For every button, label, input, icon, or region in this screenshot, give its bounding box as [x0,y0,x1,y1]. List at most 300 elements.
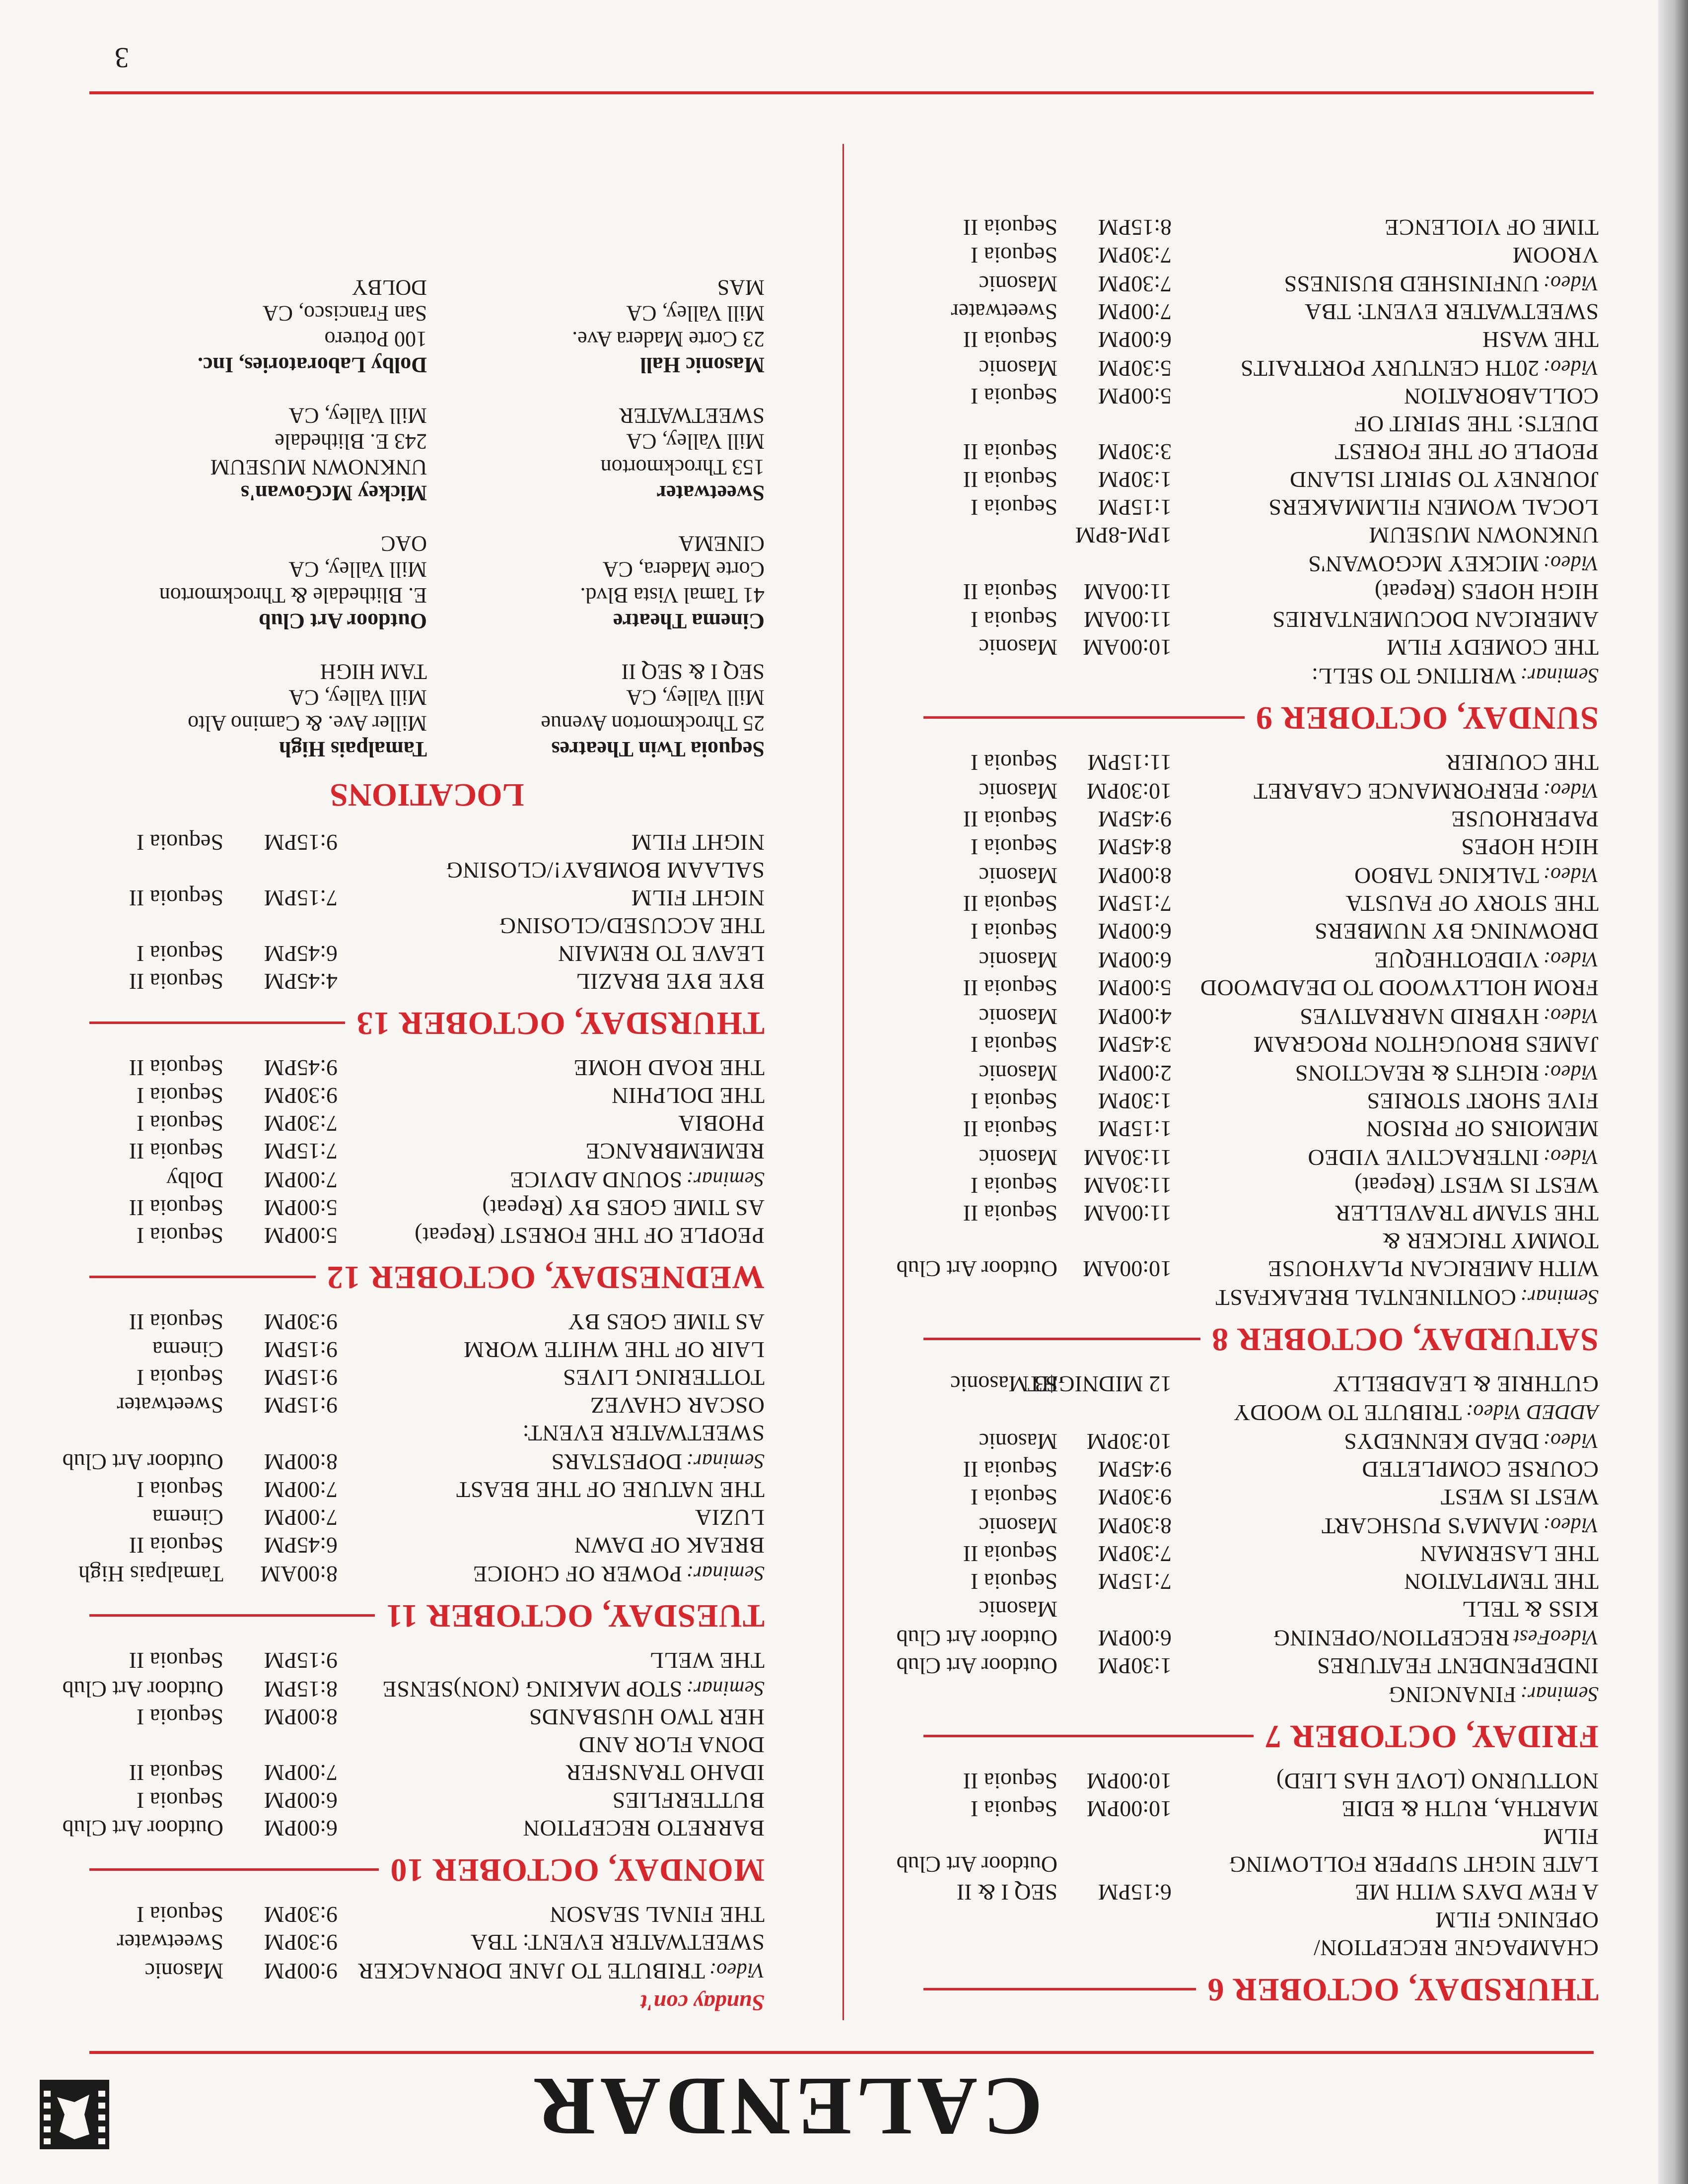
event-title [1172,521,1599,549]
event-title-line: MICKEY McGOWAN'S [1308,551,1540,577]
event-title-line: NIGHT FILM [631,830,765,855]
event-time: 8:00PM [1098,863,1172,888]
event-row [89,1109,765,1137]
event-title [338,1503,765,1531]
event-time: 11:30AM [1083,1173,1172,1198]
event-prefix: Seminar: [686,1677,765,1700]
event-time-empty [1057,410,1172,438]
event-title-line: PEOPLE OF THE FOREST (Repeat) [414,1223,765,1248]
event-title-line: COURSE COMPLETED [1362,1457,1599,1482]
location-line: OAC [381,532,427,556]
event-venue-empty [923,661,1057,690]
event-title-line: DOPESTARS [551,1449,683,1475]
event-title [1172,1283,1599,1311]
event-title-line: HYBRID NARRATIVES [1299,1004,1540,1029]
event-time: 5:00PM [264,1223,338,1248]
event-row [923,1934,1599,1962]
event-title [338,1308,765,1336]
event-venue: Outdoor Art Club [62,1677,223,1702]
event-title-line: TOMMY TRICKER & [1382,1228,1599,1254]
event-time: 5:00PM [1098,384,1172,409]
event-title-line: REMEMBRANCE [585,1139,765,1164]
location-name: Tamalpais High [279,737,427,761]
event-row [62,1447,765,1476]
event-title [1172,1511,1599,1540]
event-venue: Sequoia II [963,1541,1057,1567]
event-title-line: STOP MAKING (NON)SENSE [382,1677,683,1702]
day-title: WEDNESDAY, OCTOBER 12 [326,1259,765,1296]
event-title [1172,1115,1599,1143]
event-row [78,1559,765,1588]
event-title-line: NOTTURNO (LOVE HAS LIED) [1276,1769,1599,1794]
event-title [1172,749,1599,776]
event-prefix: Video: [1543,1004,1599,1027]
event-row-continued [923,1199,1599,1227]
event-row-continued [896,1652,1599,1680]
event-venue: Sequoia I [136,1365,223,1390]
event-venue: Sequoia II [963,1116,1057,1142]
location-entry [427,403,765,506]
event-title-line: CONTINENTAL BREAKFAST [1215,1285,1517,1310]
day-header [89,1004,765,1042]
event-venue: Sequoia I [136,1111,223,1136]
event-title [1172,633,1599,661]
event-venue: Sequoia I [970,495,1057,520]
event-time: 6:00PM [1098,948,1172,973]
event-venue-empty [923,410,1057,438]
event-venue-empty [89,912,223,940]
event-title-line: LUZIA [695,1505,765,1530]
location-entry [89,403,427,506]
event-title [338,940,765,967]
event-time: 8:30PM [1098,1513,1172,1539]
location-name: Sweetwater [656,481,765,505]
event-row-continued [923,1906,1599,1934]
location-line: Miller Ave. & Camino Alto [188,711,427,736]
event-venue: Outdoor Art Club [62,1449,223,1475]
event-title-line: VROOM [1512,243,1599,268]
page-title: CALENDAR [530,2060,1043,2153]
event-venue: Outdoor Art Club [62,1816,223,1841]
event-time: 8:00PM [264,1449,338,1475]
event-title-line: MARTHA, RUTH & EDIE [1341,1796,1599,1822]
event-title [1172,606,1599,633]
event-title [338,1786,765,1814]
event-venue-empty [89,1419,223,1447]
event-row [62,1674,765,1703]
event-title [1172,241,1599,269]
event-row [923,974,1599,1002]
event-title-line: SWEETWATER EVENT: [522,1421,765,1446]
event-title [1172,917,1599,945]
event-time: 9:30PM [264,1309,338,1335]
event-title-line: LAIR OF THE WHITE WORM [463,1337,765,1363]
day-title: THURSDAY, OCTOBER 13 [356,1005,765,1041]
event-row [923,269,1599,298]
location-entry [427,659,765,762]
event-title [1172,889,1599,917]
event-title [1172,382,1599,410]
event-row [923,1427,1599,1455]
event-row [923,1283,1599,1311]
event-venue: Masonic [979,948,1057,973]
event-title [1172,1934,1599,1962]
event-time: 9:15PM [264,830,338,855]
event-title-line: THE WELL [649,1648,765,1673]
event-time-empty [223,856,338,884]
event-row [923,1087,1599,1115]
locations-title: LOCATIONS [330,777,524,813]
event-title [338,1364,765,1391]
event-title-line: VIDEOTHEQUE [1374,948,1540,973]
event-row [89,856,765,884]
event-time: 7:00PM [264,1167,338,1193]
event-venue: Sequoia II [963,327,1057,352]
day-header [923,1717,1599,1755]
event-title-line: MEMOIRS OF PRISON [1366,1116,1599,1142]
event-title-line: LATE NIGHT SUPPER FOLLOWING FILM [1229,1824,1599,1877]
event-title-line: DONA FLOR AND [578,1732,765,1758]
event-prefix: Video: [1543,356,1599,379]
footer-rule [89,91,1594,94]
location-line: MAS [717,275,765,300]
event-title [1172,1455,1599,1483]
event-title-line: THE DOLPHIN [611,1083,765,1108]
event-title [1172,1199,1599,1227]
day-header [89,1597,765,1635]
event-venue: Sequoia II [129,1533,223,1558]
location-entry [89,659,427,762]
day-header [89,1851,765,1889]
location-entry [89,274,427,378]
event-title [1172,353,1599,382]
event-title [338,1222,765,1249]
event-venue: Sequoia I [136,1705,223,1730]
event-title-line: THE COURIER [1445,750,1599,775]
event-title-line: HER TWO HUSBANDS [529,1705,765,1730]
event-row [923,1227,1599,1255]
event-time: 7:30PM [1098,272,1172,297]
event-title-line: BYE BYE BRAZIL [575,969,765,994]
event-venue: Outdoor Art Club [896,1852,1057,1877]
event-row-continued [89,884,765,912]
event-time: 3:45PM [1098,1032,1172,1057]
event-title-line: LOCAL WOMEN FILMMAKERS [1268,495,1599,520]
left-column [896,213,1599,2020]
event-time: 6:00PM [264,1816,338,1841]
event-time: 1:30PM [1098,1653,1172,1679]
event-row-continued [923,382,1599,410]
event-title [1172,493,1599,521]
event-row [923,1680,1599,1708]
location-line: Mill Valley, CA [288,404,427,428]
event-row [923,1455,1599,1483]
event-title-line: AMERICAN DOCUMENTARIES [1272,607,1599,632]
event-row [923,493,1599,521]
event-prefix: Video: [709,1959,765,1981]
event-prefix: Seminar: [686,1449,765,1472]
event-row [923,776,1599,805]
film-festival-logo-icon [40,2080,109,2149]
location-line: SWEETWATER [619,404,765,428]
day-rule [89,1276,316,1279]
event-time: 9:15PM [264,1337,338,1363]
event-venue: $3 Masonic [950,1371,1057,1397]
event-title-line: TIME OF VIOLENCE [1384,215,1599,240]
event-title [1172,1227,1599,1255]
event-title-line: DROWNING BY NUMBERS [1314,919,1599,944]
event-title [1172,410,1599,438]
event-title-line: PEOPLE OF THE FOREST [1335,439,1599,465]
event-time: 1:30PM [1098,467,1172,492]
event-venue: Cinema [152,1505,223,1530]
event-row [923,438,1599,466]
event-title [1172,1002,1599,1030]
event-title-line: WITH AMERICAN PLAYHOUSE [1267,1256,1599,1282]
event-row [923,1030,1599,1058]
page-number: 3 [115,42,129,74]
event-row [896,1823,1599,1878]
event-row [923,241,1599,269]
event-time: 11:00AM [1083,607,1172,632]
event-title [1172,1795,1599,1823]
event-prefix: Video: [1543,948,1599,970]
event-time: 9:15PM [264,1393,338,1418]
event-title [1172,298,1599,326]
event-row [62,1814,765,1842]
event-venue: Sequoia II [963,467,1057,492]
event-title-line: RIGHTS & REACTIONS [1295,1061,1540,1086]
event-title [1172,661,1599,690]
event-title-line: CHAMPAGNE RECEPTION/ [1313,1935,1599,1961]
event-title [338,1646,765,1674]
event-time: 5:30PM [1098,356,1172,381]
event-time-empty [1057,1934,1172,1962]
event-title [1172,549,1599,578]
event-venue: Sequoia I [970,384,1057,409]
event-title [1172,1398,1599,1427]
location-line: San Francisco, CA [262,301,427,326]
event-row [923,466,1599,493]
event-title-line: THE COMEDY FILM [1386,635,1599,660]
event-title [1172,945,1599,974]
event-time [1057,1595,1172,1623]
event-title [1172,1652,1599,1680]
event-time: 6:00PM [264,1788,338,1813]
event-time: 10:00AM [1083,635,1172,660]
event-row [896,1623,1599,1652]
event-title-line: DUETS: THE SPIRIT OF [1354,411,1599,437]
event-title-line: AS TIME GOES BY (Repeat) [482,1195,765,1221]
event-venue: Sequoia II [963,1457,1057,1482]
event-row-continued [896,1255,1599,1283]
locations-grid [89,274,765,762]
location-name: Outdoor Art Club [258,609,427,633]
event-row [89,940,765,967]
event-venue-empty [923,1680,1057,1708]
event-title-line: 20TH CENTURY PORTRAITS [1240,356,1540,381]
event-row [89,1503,765,1531]
event-venue: Sequoia I [136,1788,223,1813]
event-time: 10:30PM [1086,1429,1172,1454]
event-time-empty [1057,661,1172,690]
event-venue: Masonic [979,863,1057,888]
event-title-line: KISS & TELL [1462,1597,1599,1622]
event-venue: Sequoia II [963,439,1057,465]
event-venue: Sweetwater [117,1393,223,1418]
event-title [338,828,765,856]
event-title [338,912,765,940]
event-venue: Sequoia I [970,1173,1057,1198]
event-title [1172,1030,1599,1058]
event-venue: Sequoia I [970,1032,1057,1057]
event-prefix: Seminar: [686,1562,765,1584]
event-venue: Sequoia I [136,1902,223,1927]
day-header [923,699,1599,737]
event-venue: Outdoor Art Club [896,1653,1057,1679]
event-time: 9:45PM [264,1055,338,1081]
event-time: 8:15PM [264,1677,338,1702]
event-row [923,213,1599,241]
event-title [338,1391,765,1419]
event-time: 8:00PM [264,1705,338,1730]
event-title [1172,1058,1599,1087]
event-time: 1:15PM [1098,1116,1172,1142]
event-time: 9:15PM [264,1648,338,1673]
event-title-line: FROM HOLLYWOOD TO DEADWOOD [1200,975,1599,1001]
location-entry [89,531,427,634]
event-venue: Sequoia II [963,807,1057,832]
event-prefix: Seminar: [1520,1285,1599,1308]
event-venue-empty [923,1398,1057,1427]
event-venue: Sequoia II [963,579,1057,605]
section-subhead: Sunday con't [640,1990,765,2016]
event-row [923,1143,1599,1171]
event-time: 10:00PM [1086,1769,1172,1794]
event-row [923,917,1599,945]
location-line: 243 E. Blithedale [275,429,427,454]
event-title-line: THE ROAD HOME [573,1055,765,1081]
event-title-line: THE NATURE OF THE BEAST [456,1477,765,1502]
event-row [89,1165,765,1194]
event-title-line: UNFINISHED BUSINESS [1283,272,1540,297]
location-name: Masonic Hall [640,353,765,377]
event-time: 6:15PM [1098,1880,1172,1905]
event-time: 6:00PM [1098,1626,1172,1651]
event-prefix: Video: [1543,1145,1599,1168]
event-venue: Masonic [979,1145,1057,1170]
event-venue [923,521,1057,549]
event-title-line: MAMA'S PUSHCART [1321,1513,1540,1539]
event-title [1172,1255,1599,1283]
event-row [89,1759,765,1786]
event-time: 12 MIDNIGHT [1027,1371,1172,1397]
location-line: Mill Valley, CA [288,557,427,582]
event-title-line: TRIBUTE TO JANE DORNACKER [357,1959,705,1984]
event-venue: Sequoia II [963,215,1057,240]
event-title-line: TALKING TABOO [1354,863,1540,888]
event-row [89,1786,765,1814]
day-title: SATURDAY, OCTOBER 8 [1211,1321,1599,1358]
event-title [338,1901,765,1928]
event-venue: Sequoia I [136,941,223,966]
event-title [1172,1595,1599,1623]
event-title-line: SALAAM BOMBAY!/CLOSING [446,858,765,883]
event-title-line: JAMES BROUGHTON PROGRAM [1253,1032,1599,1057]
event-venue-empty [923,1906,1057,1934]
event-title [338,1054,765,1082]
location-line: Mill Valley, CA [626,685,765,710]
location-line: SEQ I & SEQ II [621,660,765,684]
event-row-continued [923,633,1599,661]
event-venue: Dolby [166,1167,223,1193]
event-title-line: INDEPENDENT FEATURES [1317,1653,1599,1679]
event-title-line: THE FINAL SEASON [549,1902,765,1927]
event-row [923,1115,1599,1143]
event-title [338,1082,765,1109]
event-row-continued [89,828,765,856]
event-venue: Sequoia II [129,1309,223,1335]
event-title [338,1531,765,1559]
event-venue: Sequoia I [970,607,1057,632]
event-row [923,298,1599,326]
event-title-line: WRITING TO SELL: [1311,664,1517,689]
event-title-line: COLLABORATION [1404,384,1599,409]
event-venue: Masonic [979,356,1057,381]
location-line: Mill Valley, CA [626,429,765,454]
event-title [338,1674,765,1703]
event-row [923,1511,1599,1540]
event-title [1172,1171,1599,1199]
event-venue: Sequoia II [129,1139,223,1164]
location-name: Mickey McGowan's [240,481,427,505]
right-column [62,274,765,2020]
event-title-line: WEST IS WEST [1440,1485,1599,1510]
event-title [1172,1483,1599,1511]
event-title [1172,805,1599,833]
event-title [1172,833,1599,861]
day-header [89,1258,765,1296]
event-title [338,1476,765,1503]
event-title-line: THE STORY OF FAUSTA [1345,891,1599,916]
event-title-line: INTERACTIVE VIDEO [1307,1145,1540,1170]
event-title-line: UNKNOWN MUSEUM [1368,523,1599,548]
event-venue: Masonic [979,1004,1057,1029]
event-time: 8:45PM [1098,834,1172,860]
event-title-line: THE LASERMAN [1420,1541,1599,1567]
event-row [89,1364,765,1391]
event-row [89,1336,765,1364]
day-title: THURSDAY, OCTOBER 6 [1207,1972,1599,2008]
event-row [923,661,1599,690]
event-time: 11:15PM [1087,750,1172,775]
event-row [923,1483,1599,1511]
event-title [338,1194,765,1222]
event-row [923,1568,1599,1595]
event-title-line: THE WASH [1482,327,1599,352]
event-time: 9:30PM [264,1902,338,1927]
event-title-line: BREAK OF DAWN [574,1533,765,1558]
event-prefix: Video: [1543,1429,1599,1452]
event-venue: Masonic [979,635,1057,660]
event-time: 10:30PM [1086,779,1172,804]
event-time: 1PM-8PM [1075,523,1172,548]
event-time-empty [1057,549,1172,578]
event-venue: Sweetwater [117,1930,223,1955]
event-time: 7:15PM [1098,891,1172,916]
event-prefix: Video: [1543,551,1599,574]
event-title [1172,1143,1599,1171]
